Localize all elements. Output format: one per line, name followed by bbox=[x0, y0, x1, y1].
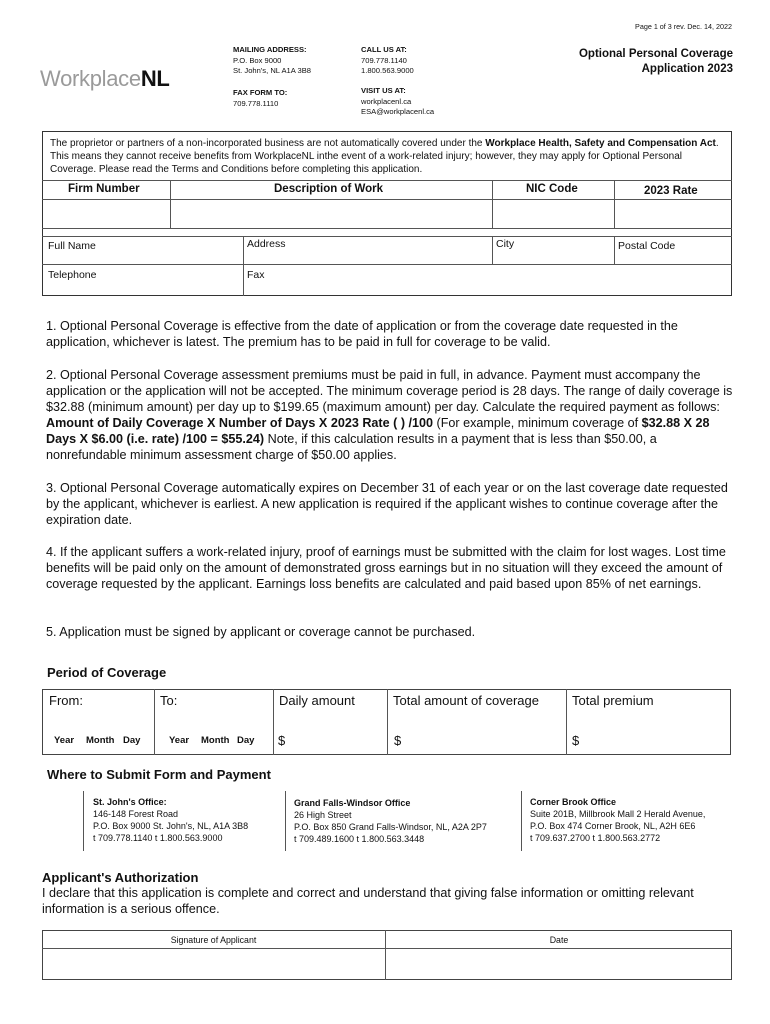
visit-info bbox=[361, 86, 434, 118]
city-label: City bbox=[496, 238, 515, 250]
daily-amount-input[interactable] bbox=[286, 731, 387, 753]
description-label: Description of Work bbox=[274, 183, 384, 195]
daily-dollar: $ bbox=[278, 733, 286, 748]
cornerbrook-l2: P.O. Box 474 Corner Brook, NL, A2H 6E6 bbox=[530, 821, 696, 831]
period-heading: Period of Coverage bbox=[47, 665, 167, 680]
workplacenl-logo bbox=[40, 66, 170, 92]
signature-input[interactable] bbox=[43, 949, 385, 979]
from-day-label: Day bbox=[123, 735, 141, 746]
stjohns-office bbox=[93, 796, 248, 844]
intro-text-1: The proprietor or partners of a non-incorporated business are not automatically covered under the bbox=[50, 138, 486, 149]
total-premium-label: Total premium bbox=[572, 693, 654, 708]
date-input[interactable] bbox=[386, 949, 731, 979]
term-4: 4. If the applicant suffers a work-related injury, proof of earnings must be submitted with the claim for lost wages. Lost time benefits will be paid only on the amount of demonstrated gross earnings but in no situation will they exceed the amount of coverage requested by the applicant. Earnings loss benefits are calculated and paid based upon 85% of net earnings. bbox=[46, 545, 726, 591]
description-input[interactable] bbox=[171, 200, 492, 228]
address-label: Address bbox=[247, 238, 286, 250]
title-line1: Optional Personal Coverage bbox=[578, 48, 733, 60]
fax-input[interactable] bbox=[244, 265, 731, 295]
stjohns-l2: P.O. Box 9000 St. John's, NL, A1A 3B8 bbox=[93, 821, 249, 831]
cornerbrook-name: Corner Brook Office bbox=[530, 797, 617, 807]
term-2-text-a: 2. Optional Personal Coverage assessment premiums must be paid in full, in advance. Payment must accompany the application or the application will not be accepted. The minimum coverage period is 28 days. The range of daily coverage is $32.88 (minimum amount) per day up to $199.65 (maximum amount) per day. Calculate the required payment as follows: bbox=[46, 368, 733, 414]
stjohns-name: St. John's Office: bbox=[93, 797, 167, 807]
logo-text: Workplace bbox=[40, 66, 141, 91]
call-line2: 1.800.563.9000 bbox=[361, 66, 414, 75]
term-1: 1. Optional Personal Coverage is effective from the date of application or from the coverage date requested in the application, whichever is latest. The premium has to be paid in full for coverage to be valid. bbox=[46, 319, 678, 349]
page-info: Page 1 of 3 rev. Dec. 14, 2022 bbox=[635, 22, 732, 31]
cornerbrook-office bbox=[530, 796, 705, 844]
call-line1: 709.778.1140 bbox=[361, 55, 407, 65]
grandfalls-name: Grand Falls-Windsor Office bbox=[294, 798, 411, 808]
mailing-line2: St. John's, NL A1A 3B8 bbox=[233, 66, 311, 75]
city-input[interactable] bbox=[493, 237, 614, 264]
total-coverage-label: Total amount of coverage bbox=[393, 693, 539, 708]
postal-code-input[interactable] bbox=[615, 237, 731, 264]
term-5: 5. Application must be signed by applicant or coverage cannot be purchased. bbox=[46, 625, 476, 639]
cornerbrook-l3: t 709.637.2700 t 1.800.563.2772 bbox=[530, 833, 661, 843]
address-input[interactable] bbox=[244, 237, 492, 264]
firm-number-input[interactable] bbox=[43, 200, 170, 228]
total-premium-input[interactable] bbox=[582, 731, 730, 753]
auth-text: I declare that this application is complete and correct and understand that giving false information or omitting relevant information is a serious offence. bbox=[42, 886, 694, 916]
from-label: From: bbox=[49, 693, 83, 708]
mailing-address bbox=[233, 45, 311, 77]
term-2-formula: Amount of Daily Coverage X Number of Days X 2023 Rate ( ) /100 bbox=[46, 416, 434, 430]
call-info bbox=[361, 45, 414, 77]
term-2-text-e: Note, if this calculation results in a payment that is less than $50.00, a nonrefundable minimum assessment charge of $50.00 applies. bbox=[46, 432, 657, 462]
call-label: CALL US AT: bbox=[361, 45, 407, 54]
mailing-label: MAILING ADDRESS: bbox=[233, 45, 307, 54]
auth-heading: Applicant's Authorization bbox=[42, 870, 199, 885]
term-2-text-c: (For example, minimum coverage of bbox=[433, 416, 642, 430]
from-month-label: Month bbox=[86, 735, 115, 746]
premium-dollar: $ bbox=[572, 733, 580, 748]
divider bbox=[42, 180, 732, 181]
logo-nl: NL bbox=[140, 66, 170, 91]
fax-number: 709.778.1110 bbox=[233, 98, 279, 108]
telephone-label: Telephone bbox=[48, 269, 97, 281]
divider bbox=[521, 791, 522, 851]
date-label: Date bbox=[549, 935, 569, 945]
daily-amount-label: Daily amount bbox=[279, 693, 355, 708]
intro-act-name: Workplace Health, Safety and Compensation Act bbox=[485, 138, 716, 149]
total-coverage-input[interactable] bbox=[404, 731, 566, 753]
to-month-label: Month bbox=[201, 735, 230, 746]
to-label: To: bbox=[160, 693, 178, 708]
firm-number-label: Firm Number bbox=[68, 183, 140, 195]
divider bbox=[387, 689, 388, 755]
divider bbox=[566, 689, 567, 755]
intro-text-2: . This means they cannot receive benefits from WorkplaceNL inthe event of a work-related injury; however, they may apply for Optional Personal Coverage. Please read the Terms and Conditions before completing this application. bbox=[50, 138, 719, 175]
to-date-input[interactable] bbox=[155, 712, 273, 732]
intro-text bbox=[50, 137, 726, 176]
stjohns-l3: t 709.778.1140 t 1.800.563.9000 bbox=[93, 833, 223, 843]
visit-line1[interactable]: workplacenl.ca bbox=[361, 96, 412, 106]
from-date-input[interactable] bbox=[43, 712, 154, 732]
coverage-dollar: $ bbox=[394, 733, 402, 748]
full-name-label: Full Name bbox=[48, 240, 96, 252]
signature-label: Signature of Applicant bbox=[170, 935, 257, 945]
grandfalls-l2: P.O. Box 850 Grand Falls-Windsor, NL, A2A 2P7 bbox=[294, 822, 487, 832]
cornerbrook-l1: Suite 201B, Millbrook Mall 2 Herald Avenue, bbox=[530, 809, 706, 819]
form-title bbox=[579, 47, 733, 77]
fax-info bbox=[233, 88, 287, 109]
title-line2: Application 2023 bbox=[641, 63, 733, 75]
term-3: 3. Optional Personal Coverage automatically expires on December 31 of each year or on the last coverage date requested by the applicant, whichever is earliest. A new application is required if the applicant wishes to continue coverage after the expiration date. bbox=[46, 481, 728, 527]
submit-heading: Where to Submit Form and Payment bbox=[47, 767, 271, 782]
to-year-label: Year bbox=[169, 735, 190, 746]
visit-line2[interactable]: ESA@workplacenl.ca bbox=[361, 107, 435, 116]
stjohns-l1: 146-148 Forest Road bbox=[93, 809, 179, 819]
mailing-line1: P.O. Box 9000 bbox=[233, 55, 282, 65]
full-name-input[interactable] bbox=[43, 237, 243, 264]
term-2 bbox=[46, 367, 736, 463]
grandfalls-office bbox=[294, 797, 487, 845]
fax-label: FAX FORM TO: bbox=[233, 88, 288, 97]
fax-label-field: Fax bbox=[247, 269, 265, 281]
divider bbox=[83, 791, 84, 851]
visit-label: VISIT US AT: bbox=[361, 86, 406, 95]
rate-label: 2023 Rate bbox=[644, 185, 698, 197]
divider bbox=[285, 791, 286, 851]
rate-input[interactable] bbox=[615, 200, 731, 228]
nic-code-label: NIC Code bbox=[526, 183, 578, 195]
nic-code-input[interactable] bbox=[493, 200, 614, 228]
term-2-example: $32.88 X 28 Days X $6.00 (i.e. rate) /100 = $55.24) bbox=[46, 416, 710, 446]
divider bbox=[42, 228, 732, 229]
from-year-label: Year bbox=[54, 735, 75, 746]
divider bbox=[273, 689, 274, 755]
grandfalls-l1: 26 High Street bbox=[294, 810, 352, 820]
grandfalls-l3: t 709.489.1600 t 1.800.563.3448 bbox=[294, 834, 425, 844]
telephone-input[interactable] bbox=[43, 265, 243, 295]
postal-code-label: Postal Code bbox=[618, 240, 676, 252]
to-day-label: Day bbox=[237, 735, 255, 746]
